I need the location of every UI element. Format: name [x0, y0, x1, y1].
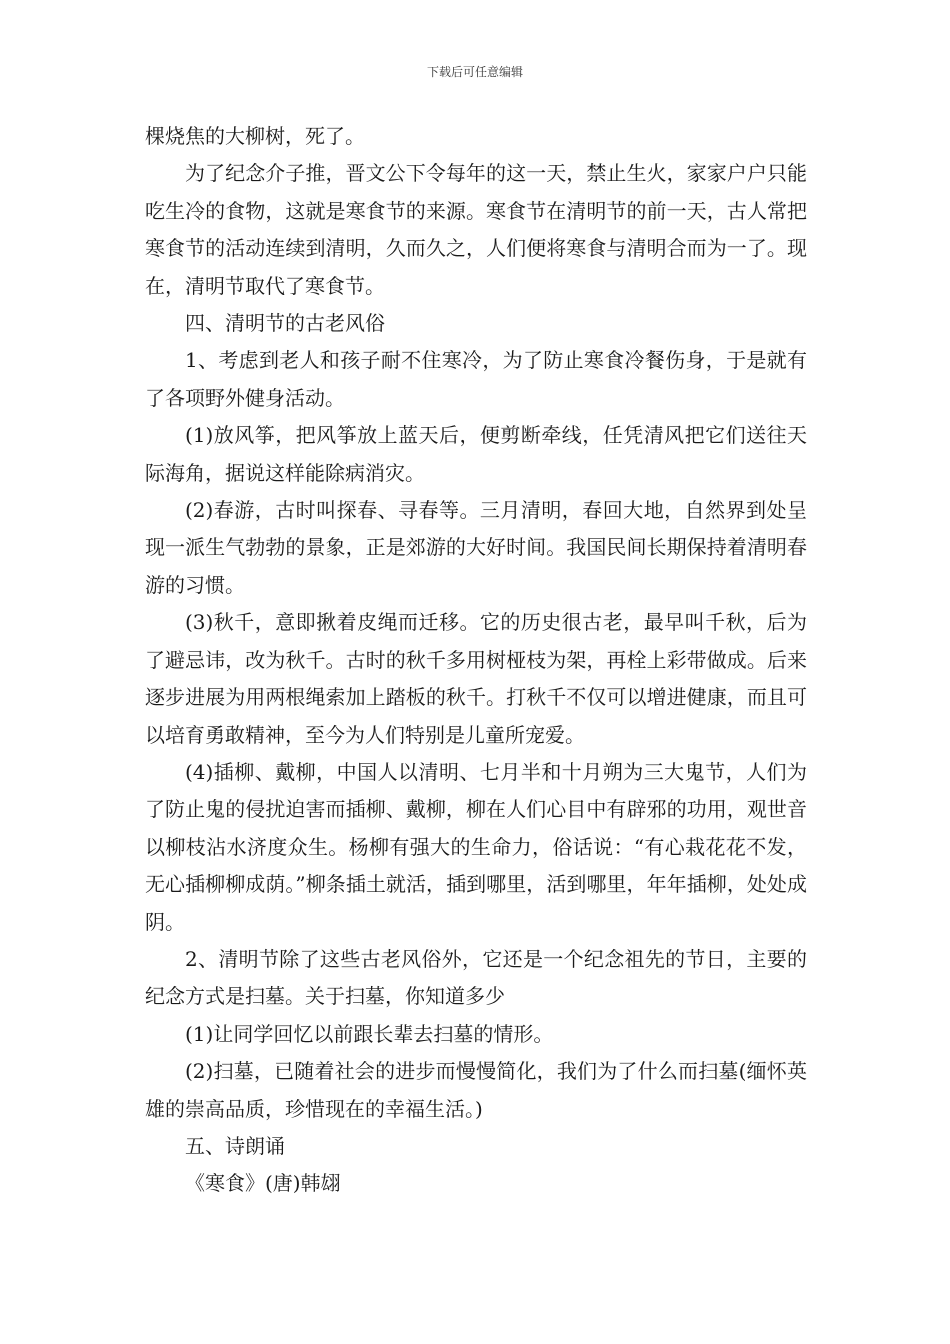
section-heading: 五、诗朗诵 — [185, 1133, 285, 1158]
poem-title: 《寒食》(唐)韩翃 — [185, 1171, 341, 1196]
list-item: (2)春游，古时叫探春、寻春等。三月清明，春回大地，自然界到处呈现一派生气勃勃的景象，正是郊游的大好时间。我国民间长期保持着清明春游的习惯。 — [145, 498, 807, 597]
page-header: 下载后可任意编辑 — [426, 65, 523, 79]
paragraph: 棵烧焦的大柳树，死了。 — [145, 124, 365, 148]
section-heading: 四、清明节的古老风俗 — [185, 311, 385, 336]
paragraph: 1、考虑到老人和孩子耐不住寒冷，为了防止寒食冷餐伤身，于是就有了各项野外健身活动。 — [145, 348, 807, 410]
list-item: (1)让同学回忆以前跟长辈去扫墓的情形。 — [185, 1021, 554, 1046]
document-body — [145, 118, 807, 1203]
list-item: (1)放风筝，把风筝放上蓝天后，便剪断牵线，任凭清风把它们送往天际海角，据说这样能除病消灾。 — [145, 423, 807, 485]
list-item: (4)插柳、戴柳，中国人以清明、七月半和十月朔为三大鬼节，人们为了防止鬼的侵扰迫害而插柳、戴柳，柳在人们心目中有辟邪的功用，观世音以柳枝沾水济度众生。杨柳有强大的生命力，俗话说：“有心栽花花不发，无心插柳柳成荫。”柳条插土就活，插到哪里，活到哪里，年年插柳，处处成阴。 — [145, 759, 807, 934]
paragraph: 2、清明节除了这些古老风俗外，它还是一个纪念祖先的节日，主要的纪念方式是扫墓。关于扫墓，你知道多少 — [145, 946, 807, 1009]
list-item: (3)秋千，意即揪着皮绳而迁移。它的历史很古老，最早叫千秋，后为了避忌讳，改为秋千。古时的秋千多用树桠枝为架，再栓上彩带做成。后来逐步进展为用两根绳索加上踏板的秋千。打秋千不仅可以增进健康，而且可以培育勇敢精神，至今为人们特别是儿童所宠爱。 — [145, 610, 807, 747]
list-item: (2)扫墓，已随着社会的进步而慢慢简化，我们为了什么而扫墓(缅怀英雄的崇高品质，珍惜现在的幸福生活。) — [145, 1059, 807, 1121]
paragraph: 为了纪念介子推，晋文公下令每年的这一天，禁止生火，家家户户只能吃生冷的食物，这就是寒食节的来源。寒食节在清明节的前一天，古人常把寒食节的活动连续到清明，久而久之，人们便将寒食与清明合而为一了。现在，清明节取代了寒食节。 — [145, 161, 807, 298]
